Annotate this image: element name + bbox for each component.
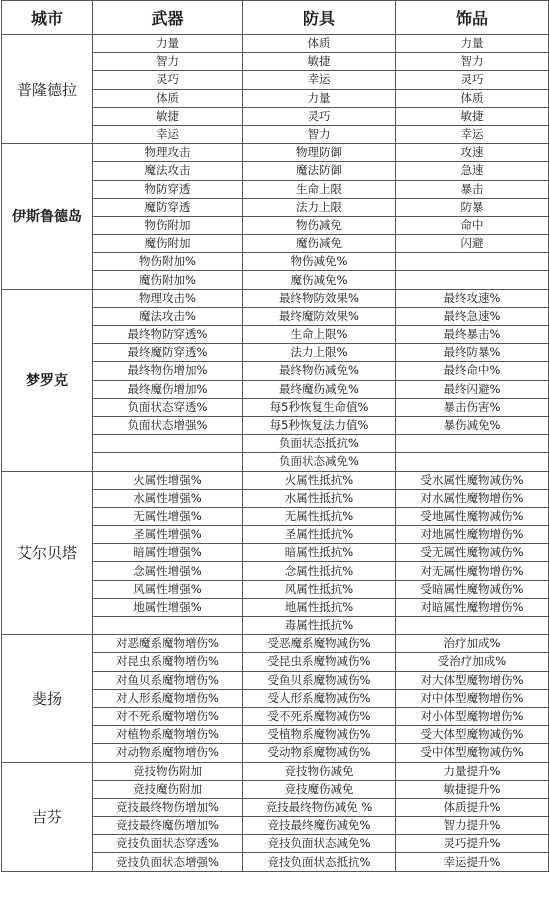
table-row	[2, 635, 549, 653]
accessory-cell: 智力提升%	[396, 817, 549, 835]
weapon-cell: 物理攻击%	[93, 289, 243, 307]
weapon-cell: 幸运	[93, 125, 243, 143]
accessory-cell: 最终急速%	[396, 307, 549, 325]
weapon-cell: 灵巧	[93, 71, 243, 89]
weapon-cell: 最终魔伤增加%	[93, 380, 243, 398]
weapon-cell: 水属性增强%	[93, 489, 243, 507]
armor-cell: 魔伤减免%	[243, 271, 396, 289]
accessory-cell: 敏捷	[396, 107, 549, 125]
weapon-cell: 火属性增强%	[93, 471, 243, 489]
weapon-cell	[93, 453, 243, 471]
armor-cell: 最终魔防效果%	[243, 307, 396, 325]
city-cell: 伊斯鲁德岛	[2, 144, 93, 290]
accessory-cell	[396, 271, 549, 289]
weapon-cell: 对鱼贝系魔物增伤%	[93, 671, 243, 689]
accessory-cell: 受中体型魔物减伤%	[396, 744, 549, 762]
armor-cell: 敏捷	[243, 53, 396, 71]
accessory-cell: 体质提升%	[396, 798, 549, 816]
armor-cell: 魔法防御	[243, 162, 396, 180]
accessory-cell: 对小体型魔物增伤%	[396, 707, 549, 725]
weapon-cell: 对动物系魔物增伤%	[93, 744, 243, 762]
accessory-cell: 幸运	[396, 125, 549, 143]
weapon-cell: 魔防穿透	[93, 198, 243, 216]
armor-cell: 暗属性抵抗%	[243, 544, 396, 562]
accessory-cell: 对水属性魔物增伤%	[396, 489, 549, 507]
weapon-cell: 魔法攻击%	[93, 307, 243, 325]
accessory-cell: 命中	[396, 216, 549, 234]
table-row	[2, 144, 549, 162]
armor-cell: 竞技最终物伤减免 %	[243, 798, 396, 816]
accessory-cell: 暴击	[396, 180, 549, 198]
armor-cell: 竞技负面状态减免%	[243, 835, 396, 853]
accessory-cell: 灵巧提升%	[396, 835, 549, 853]
weapon-cell	[93, 617, 243, 635]
accessory-cell	[396, 435, 549, 453]
weapon-cell: 魔法攻击	[93, 162, 243, 180]
armor-cell: 受鱼贝系魔物减伤%	[243, 671, 396, 689]
accessory-cell: 对地属性魔物增伤%	[396, 526, 549, 544]
accessory-cell: 力量	[396, 35, 549, 53]
weapon-cell: 风属性增强%	[93, 580, 243, 598]
weapon-cell: 敏捷	[93, 107, 243, 125]
table-row	[2, 289, 549, 307]
armor-cell: 智力	[243, 125, 396, 143]
armor-cell: 每5秒恢复生命值%	[243, 398, 396, 416]
weapon-cell: 竞技魔伤附加	[93, 780, 243, 798]
weapon-cell: 最终物防穿透%	[93, 326, 243, 344]
armor-cell: 水属性抵抗%	[243, 489, 396, 507]
accessory-cell: 对无属性魔物增伤%	[396, 562, 549, 580]
header-row	[2, 1, 549, 35]
header-accessory: 饰品	[396, 1, 549, 35]
accessory-cell: 最终暴击%	[396, 326, 549, 344]
weapon-cell: 对恶魔系魔物增伤%	[93, 635, 243, 653]
weapon-cell: 地属性增强%	[93, 598, 243, 616]
accessory-cell: 对大体型魔物增伤%	[396, 671, 549, 689]
accessory-cell: 受无属性魔物减伤%	[396, 544, 549, 562]
weapon-cell: 念属性增强%	[93, 562, 243, 580]
accessory-cell: 暴击伤害%	[396, 398, 549, 416]
armor-cell: 最终物伤减免%	[243, 362, 396, 380]
weapon-cell: 圣属性增强%	[93, 526, 243, 544]
accessory-cell: 对中体型魔物增伤%	[396, 689, 549, 707]
armor-cell: 风属性抵抗%	[243, 580, 396, 598]
weapon-cell: 竞技物伤附加	[93, 762, 243, 780]
accessory-cell: 闪避	[396, 235, 549, 253]
weapon-cell: 对昆虫系魔物增伤%	[93, 653, 243, 671]
table-row	[2, 471, 549, 489]
weapon-cell: 魔伤附加	[93, 235, 243, 253]
armor-cell: 毒属性抵抗%	[243, 617, 396, 635]
armor-cell: 竞技最终魔伤减免%	[243, 817, 396, 835]
accessory-cell: 最终攻速%	[396, 289, 549, 307]
accessory-cell: 力量提升%	[396, 762, 549, 780]
armor-cell: 幸运	[243, 71, 396, 89]
armor-cell: 最终魔伤减免%	[243, 380, 396, 398]
accessory-cell: 体质	[396, 89, 549, 107]
city-cell: 梦罗克	[2, 289, 93, 471]
armor-cell: 受不死系魔物减伤%	[243, 707, 396, 725]
weapon-cell: 负面状态增强%	[93, 416, 243, 434]
weapon-cell: 体质	[93, 89, 243, 107]
weapon-cell: 物理攻击	[93, 144, 243, 162]
accessory-cell: 急速	[396, 162, 549, 180]
armor-cell: 竞技魔伤减免	[243, 780, 396, 798]
weapon-cell: 物防穿透	[93, 180, 243, 198]
city-cell: 吉芬	[2, 762, 93, 871]
armor-cell: 物伤减免	[243, 216, 396, 234]
armor-cell: 念属性抵抗%	[243, 562, 396, 580]
weapon-cell: 最终物伤增加%	[93, 362, 243, 380]
accessory-cell: 敏捷提升%	[396, 780, 549, 798]
city-equipment-table	[1, 0, 549, 872]
weapon-cell: 竞技负面状态穿透%	[93, 835, 243, 853]
armor-cell: 灵巧	[243, 107, 396, 125]
armor-cell: 法力上限	[243, 198, 396, 216]
accessory-cell: 灵巧	[396, 71, 549, 89]
accessory-cell: 最终命中%	[396, 362, 549, 380]
armor-cell: 物理防御	[243, 144, 396, 162]
armor-cell: 生命上限%	[243, 326, 396, 344]
armor-cell: 竞技负面状态抵抗%	[243, 853, 396, 871]
weapon-cell: 物伤附加%	[93, 253, 243, 271]
accessory-cell	[396, 617, 549, 635]
accessory-cell: 治疗加成%	[396, 635, 549, 653]
table-row	[2, 35, 549, 53]
armor-cell: 法力上限%	[243, 344, 396, 362]
table-row	[2, 762, 549, 780]
header-armor: 防具	[243, 1, 396, 35]
city-cell: 斐扬	[2, 635, 93, 762]
accessory-cell: 防暴	[396, 198, 549, 216]
armor-cell: 生命上限	[243, 180, 396, 198]
accessory-cell	[396, 253, 549, 271]
accessory-cell: 最终闪避%	[396, 380, 549, 398]
header-city: 城市	[2, 1, 93, 35]
weapon-cell: 对人形系魔物增伤%	[93, 689, 243, 707]
accessory-cell: 受水属性魔物减伤%	[396, 471, 549, 489]
weapon-cell: 负面状态穿透%	[93, 398, 243, 416]
city-cell: 普隆德拉	[2, 35, 93, 144]
armor-cell: 受植物系魔物减伤%	[243, 726, 396, 744]
weapon-cell: 智力	[93, 53, 243, 71]
weapon-cell	[93, 435, 243, 453]
armor-cell: 体质	[243, 35, 396, 53]
weapon-cell: 最终魔防穿透%	[93, 344, 243, 362]
city-cell: 艾尔贝塔	[2, 471, 93, 635]
accessory-cell: 受地属性魔物减伤%	[396, 507, 549, 525]
weapon-cell: 暗属性增强%	[93, 544, 243, 562]
weapon-cell: 对植物系魔物增伤%	[93, 726, 243, 744]
accessory-cell	[396, 453, 549, 471]
accessory-cell: 受大体型魔物减伤%	[396, 726, 549, 744]
weapon-cell: 对不死系魔物增伤%	[93, 707, 243, 725]
table-body	[2, 35, 549, 872]
accessory-cell: 攻速	[396, 144, 549, 162]
weapon-cell: 无属性增强%	[93, 507, 243, 525]
weapon-cell: 竞技最终魔伤增加%	[93, 817, 243, 835]
accessory-cell: 最终防暴%	[396, 344, 549, 362]
armor-cell: 受昆虫系魔物减伤%	[243, 653, 396, 671]
armor-cell: 负面状态减免%	[243, 453, 396, 471]
armor-cell: 圣属性抵抗%	[243, 526, 396, 544]
armor-cell: 负面状态抵抗%	[243, 435, 396, 453]
accessory-cell: 暴伤减免%	[396, 416, 549, 434]
armor-cell: 最终物防效果%	[243, 289, 396, 307]
weapon-cell: 魔伤附加%	[93, 271, 243, 289]
armor-cell: 每5秒恢复法力值%	[243, 416, 396, 434]
armor-cell: 魔伤减免	[243, 235, 396, 253]
armor-cell: 受人形系魔物减伤%	[243, 689, 396, 707]
weapon-cell: 力量	[93, 35, 243, 53]
armor-cell: 受恶魔系魔物减伤%	[243, 635, 396, 653]
armor-cell: 受动物系魔物减伤%	[243, 744, 396, 762]
armor-cell: 无属性抵抗%	[243, 507, 396, 525]
weapon-cell: 物伤附加	[93, 216, 243, 234]
accessory-cell: 对暗属性魔物增伤%	[396, 598, 549, 616]
accessory-cell: 幸运提升%	[396, 853, 549, 871]
accessory-cell: 受暗属性魔物减伤%	[396, 580, 549, 598]
armor-cell: 力量	[243, 89, 396, 107]
weapon-cell: 竞技最终物伤增加%	[93, 798, 243, 816]
armor-cell: 火属性抵抗%	[243, 471, 396, 489]
armor-cell: 地属性抵抗%	[243, 598, 396, 616]
accessory-cell: 智力	[396, 53, 549, 71]
armor-cell: 竞技物伤减免	[243, 762, 396, 780]
armor-cell: 物伤减免%	[243, 253, 396, 271]
header-weapon: 武器	[93, 1, 243, 35]
weapon-cell: 竞技负面状态增强%	[93, 853, 243, 871]
accessory-cell: 受治疗加成%	[396, 653, 549, 671]
